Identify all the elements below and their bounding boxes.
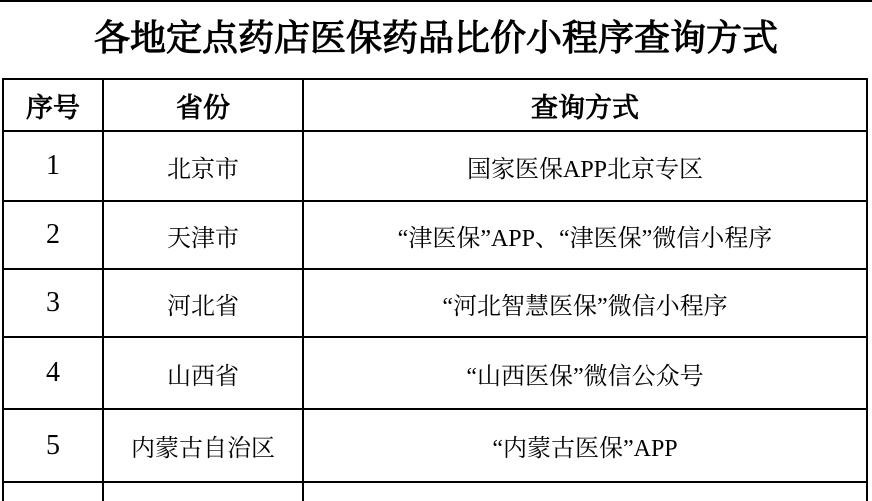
cell-no: 3 — [3, 269, 103, 337]
cell-method: 国家医保APP北京专区 — [303, 131, 867, 201]
cell-no: 4 — [3, 337, 103, 409]
table-row — [3, 269, 867, 337]
cell-province: 内蒙古自治区 — [103, 409, 303, 482]
cell-no-empty — [3, 482, 103, 501]
table-header-row — [3, 79, 867, 131]
cell-method: “山西医保”微信公众号 — [303, 337, 867, 409]
cell-method: “内蒙古医保”APP — [303, 409, 867, 482]
col-header-province: 省份 — [103, 79, 303, 131]
cell-no: 2 — [3, 201, 103, 269]
cell-province: 天津市 — [103, 201, 303, 269]
cell-province-empty — [103, 482, 303, 501]
cell-province: 河北省 — [103, 269, 303, 337]
table-row — [3, 337, 867, 409]
cell-province: 山西省 — [103, 337, 303, 409]
price-query-table — [2, 78, 868, 501]
table-row-partial — [3, 482, 867, 501]
cell-no: 5 — [3, 409, 103, 482]
cell-method: “河北智慧医保”微信小程序 — [303, 269, 867, 337]
col-header-no: 序号 — [3, 79, 103, 131]
table-row — [3, 131, 867, 201]
cell-no: 1 — [3, 131, 103, 201]
cell-method: “津医保”APP、“津医保”微信小程序 — [303, 201, 867, 269]
cell-method-empty — [303, 482, 867, 501]
col-header-method: 查询方式 — [303, 79, 867, 131]
top-divider-line — [0, 0, 872, 2]
table-row — [3, 409, 867, 482]
table-row — [3, 201, 867, 269]
page-title: 各地定点药店医保药品比价小程序查询方式 — [93, 18, 778, 58]
cell-province: 北京市 — [103, 131, 303, 201]
